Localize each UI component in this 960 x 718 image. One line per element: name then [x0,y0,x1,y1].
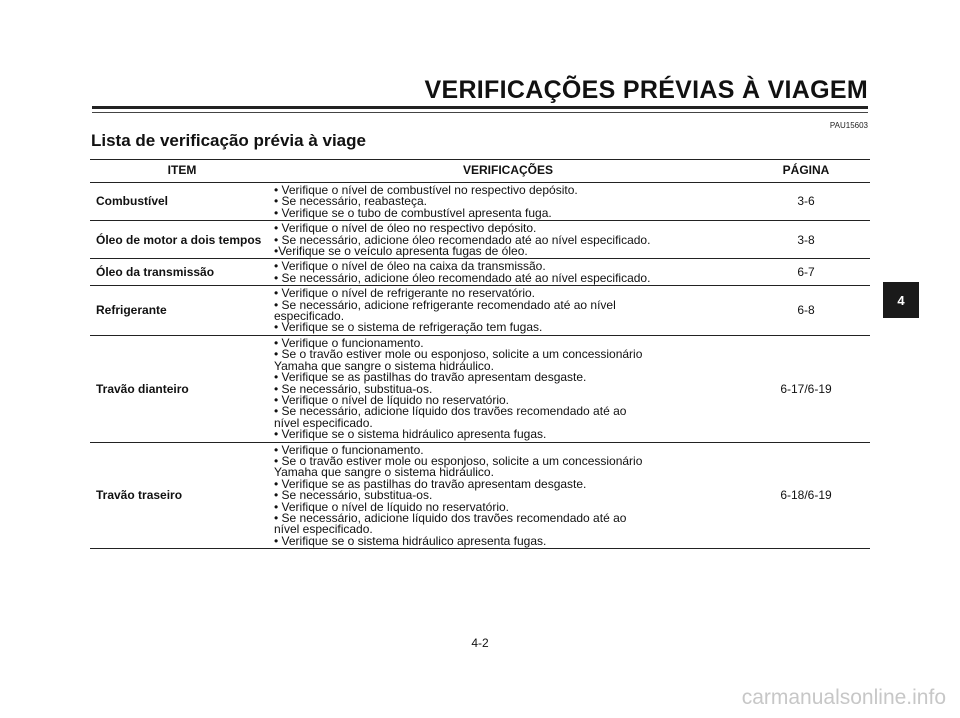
check-line: • Se necessário, adicione refrigerante recomendado até ao nível [274,297,616,312]
check-line: • Se necessário, adicione óleo recomendado até ao nível especificado. [274,270,651,285]
check-line: • Verifique o nível de óleo no respectivo depósito. [274,221,537,236]
check-line: • Se necessário, substitua-os. [274,381,433,396]
header-rule-thin [92,112,868,113]
section-title: Lista de verificação prévia à viage [91,131,366,150]
check-line: • Se necessário, adicione líquido dos travões recomendado até ao [274,404,627,419]
check-line: • Verifique o nível de refrigerante no reservatório. [274,286,536,301]
item-name: Travão traseiro [90,442,274,549]
check-line: •Verifique se o veículo apresenta fugas de óleo. [274,244,528,259]
table-row [90,221,870,259]
page-reference: 6-18/6-19 [742,442,870,549]
check-line: • Se necessário, adicione óleo recomendado até ao nível especificado. [274,232,651,247]
column-header-item: ITEM [90,160,274,183]
check-line: • Verifique se as pastilhas do travão apresentam desgaste. [274,476,587,491]
check-line: nível especificado. [274,415,373,430]
page-reference: 6-8 [742,286,870,336]
check-line: • Verifique o funcionamento. [274,335,424,350]
page-reference: 3-6 [742,183,870,221]
chapter-tab: 4 [883,282,919,318]
checks-cell [274,442,742,549]
header-rule-thick [92,106,868,109]
check-line: • Se o travão estiver mole ou esponjoso, solicite a um concessionário [274,453,643,468]
column-header-page: PÁGINA [742,160,870,183]
page-number: 4-2 [471,636,489,650]
watermark: carmanualsonline.info [741,686,946,709]
column-header-checks: VERIFICAÇÕES [274,160,742,183]
check-line: • Verifique o nível de óleo na caixa da transmissão. [274,259,546,274]
item-name: Óleo de motor a dois tempos [90,221,274,259]
check-line: • Verifique o funcionamento. [274,442,424,457]
checks-cell [274,259,742,286]
check-line: • Verifique se o tubo de combustível apresenta fuga. [274,205,552,220]
check-line: • Se necessário, reabasteça. [274,194,427,209]
item-name: Combustível [90,183,274,221]
page-reference: 6-7 [742,259,870,286]
check-line: • Verifique o nível de combustível no respectivo depósito. [274,183,578,197]
table-row [90,259,870,286]
table-header-row [90,160,870,183]
table-row [90,286,870,336]
checks-cell [274,183,742,221]
item-name: Óleo da transmissão [90,259,274,286]
check-line: • Verifique o nível de líquido no reservatório. [274,499,510,514]
check-line: Yamaha que sangre o sistema hidráulico. [274,465,494,480]
page-reference: 3-8 [742,221,870,259]
page-reference: 6-17/6-19 [742,335,870,442]
check-line: • Verifique o nível de líquido no reservatório. [274,392,510,407]
reference-code: PAU15603 [829,121,868,130]
page-header-title: VERIFICAÇÕES PRÉVIAS À VIAGEM [424,76,868,104]
item-name: Refrigerante [90,286,274,336]
check-line: nível especificado. [274,522,373,537]
check-line: • Verifique se o sistema hidráulico apresenta fugas. [274,533,547,548]
checks-cell [274,335,742,442]
table-row [90,335,870,442]
check-line: Yamaha que sangre o sistema hidráulico. [274,358,494,373]
check-line: • Verifique se as pastilhas do travão apresentam desgaste. [274,370,587,385]
check-line: • Verifique se o sistema hidráulico apresenta fugas. [274,427,547,442]
table-row [90,183,870,221]
checks-cell [274,221,742,259]
check-line: • Se necessário, adicione líquido dos travões recomendado até ao [274,510,627,525]
checks-cell [274,286,742,336]
check-line: • Se o travão estiver mole ou esponjoso, solicite a um concessionário [274,347,643,362]
check-line: • Se necessário, substitua-os. [274,488,433,503]
item-name: Travão dianteiro [90,335,274,442]
check-line: especificado. [274,309,345,324]
table-row [90,442,870,549]
checklist-table [90,159,870,549]
check-line: • Verifique se o sistema de refrigeração tem fugas. [274,320,543,335]
